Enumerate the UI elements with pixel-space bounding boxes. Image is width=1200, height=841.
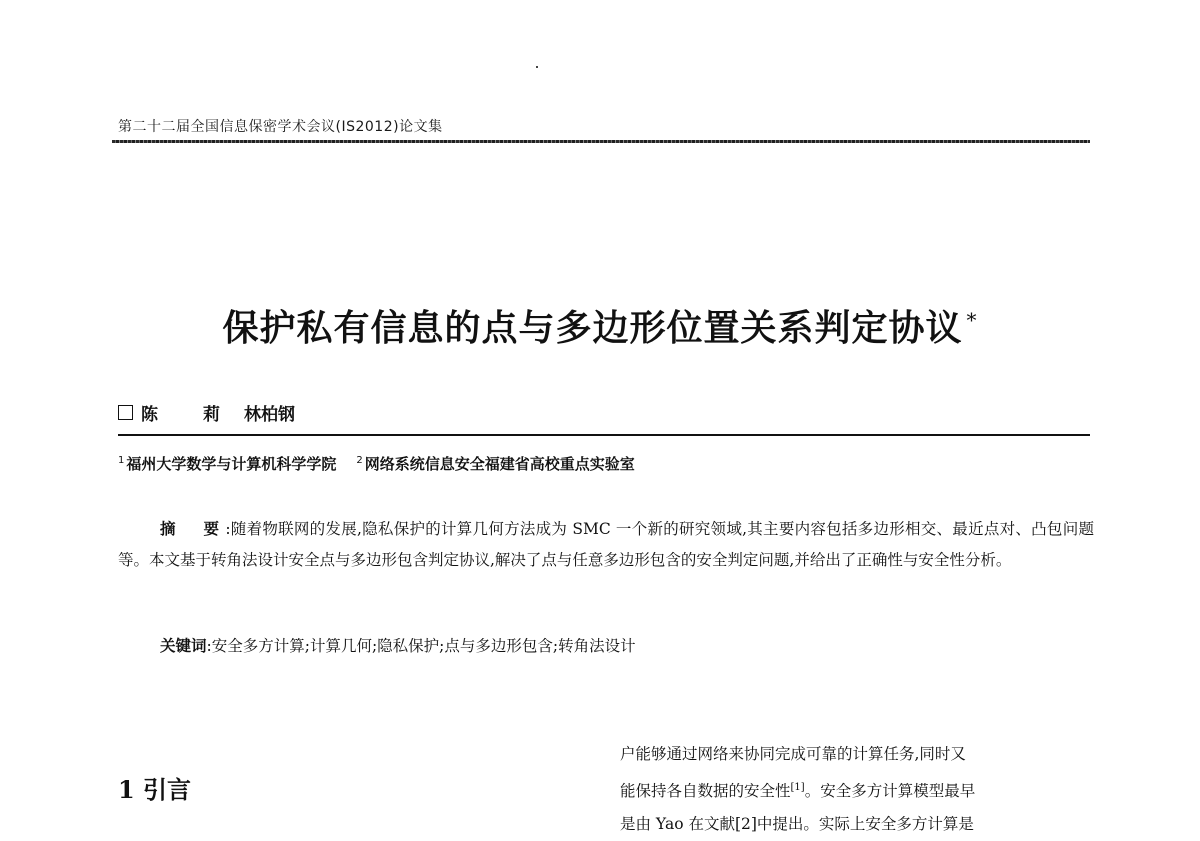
citation-ref: [1] [790, 782, 805, 793]
title-footnote-marker: * [966, 308, 978, 332]
abstract-label: 摘 要 [160, 520, 226, 538]
affiliation-name: 福州大学数学与计算机科学学院 [126, 455, 337, 473]
abstract [118, 514, 1094, 576]
affiliation-name: 网络系统信息安全福建省高校重点实验室 [364, 455, 635, 473]
author-line [118, 400, 295, 425]
author-name: 陈 莉 [141, 405, 234, 425]
affiliations [118, 453, 635, 474]
section-heading: 1 引言 [118, 775, 192, 804]
abstract-text: :随着物联网的发展,隐私保护的计算几何方法成为 SMC 一个新的研究领域,其主要内容包括多边形相交、最近点对、凸包问题等。本文基于转角法设计安全点与多边形包含判定协议,解决了点与任意多边形包含的安全判定问题,并给出了正确性与安全性分析。 [118, 520, 1094, 569]
paper-title [0, 300, 1200, 351]
author-rule [118, 434, 1090, 436]
author-name: 林柏钢 [244, 405, 295, 425]
keywords-label: 关键词 [160, 637, 207, 655]
affiliation-marker: 2 [356, 455, 363, 466]
keywords [160, 634, 1094, 656]
running-header: 第二十二届全国信息保密学术会议(IS2012)论文集 [118, 119, 443, 135]
scan-dot [536, 66, 538, 68]
body-line: 是由 Yao 在文献[2]中提出。实际上安全多方计算是 [620, 815, 974, 834]
body-line [620, 771, 1098, 808]
author-box-icon [118, 405, 133, 420]
keywords-text: :安全多方计算;计算几何;隐私保护;点与多边形包含;转角法设计 [206, 637, 636, 655]
header-rule [112, 140, 1090, 143]
body-line: 户能够通过网络来协同完成可靠的计算任务,同时又 [620, 745, 966, 763]
affiliation-marker: 1 [118, 455, 125, 466]
body-text: 能保持各自数据的安全性 [620, 782, 791, 801]
paper-title-text: 保护私有信息的点与多边形位置关系判定协议 [222, 307, 963, 349]
body-column-right [620, 738, 1098, 841]
body-text: 。安全多方计算模型最早 [804, 782, 976, 801]
